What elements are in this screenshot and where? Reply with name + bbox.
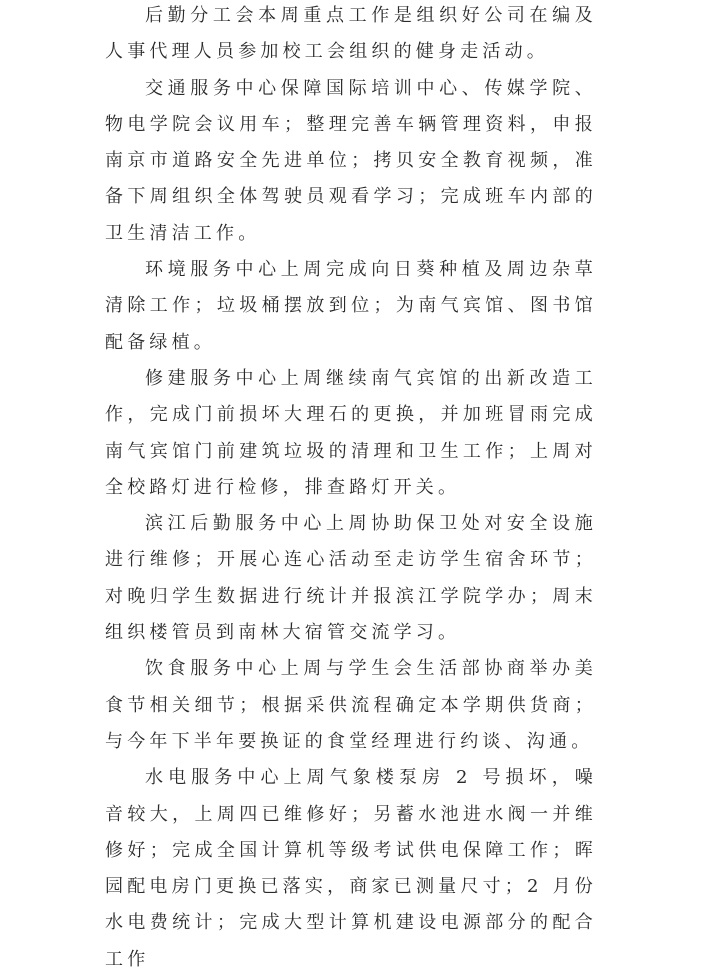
paragraph-union-fitness-walk: 后勤分工会本周重点工作是组织好公司在编及人事代理人员参加校工会组织的健身走活动。 xyxy=(105,5,597,63)
paragraph-binjiang-center: 滨江后勤服务中心上周协助保卫处对安全设施进行维修；开展心连心活动至走访学生宿舍环节；对晚归学生数据进行统计并报滨江学院学办；周末组织楼管员到南林大宿管交流学习。 xyxy=(105,513,597,644)
paragraph-utilities-center: 水电服务中心上周气象楼泵房 2 号损坏，噪音较大，上周四已维修好；另蓄水池进水阀一并维修好；完成全国计算机等级考试供电保障工作；晖园配电房门更换已落实，商家已测量尺寸；2 月份水电费统计；完成大型计算机建设电源部分的配合工作 xyxy=(105,767,597,970)
paragraph-construction-center: 修建服务中心上周继续南气宾馆的出新改造工作，完成门前损坏大理石的更换，并加班冒雨完成南气宾馆门前建筑垃圾的清理和卫生工作；上周对全校路灯进行检修，排查路灯开关。 xyxy=(105,367,597,498)
paragraph-transport-center: 交通服务中心保障国际培训中心、传媒学院、物电学院会议用车；整理完善车辆管理资料，申报南京市道路安全先进单位；拷贝安全教育视频，准备下周组织全体驾驶员观看学习；完成班车内部的卫生清洁工作。 xyxy=(105,77,597,244)
paragraph-catering-center: 饮食服务中心上周与学生会生活部协商举办美食节相关细节；根据采供流程确定本学期供货商；与今年下半年要换证的食堂经理进行约谈、沟通。 xyxy=(105,658,597,752)
paragraph-environment-center: 环境服务中心上周完成向日葵种植及周边杂草清除工作；垃圾桶摆放到位；为南气宾馆、图书馆配备绿植。 xyxy=(105,259,597,353)
document-body xyxy=(105,0,597,978)
